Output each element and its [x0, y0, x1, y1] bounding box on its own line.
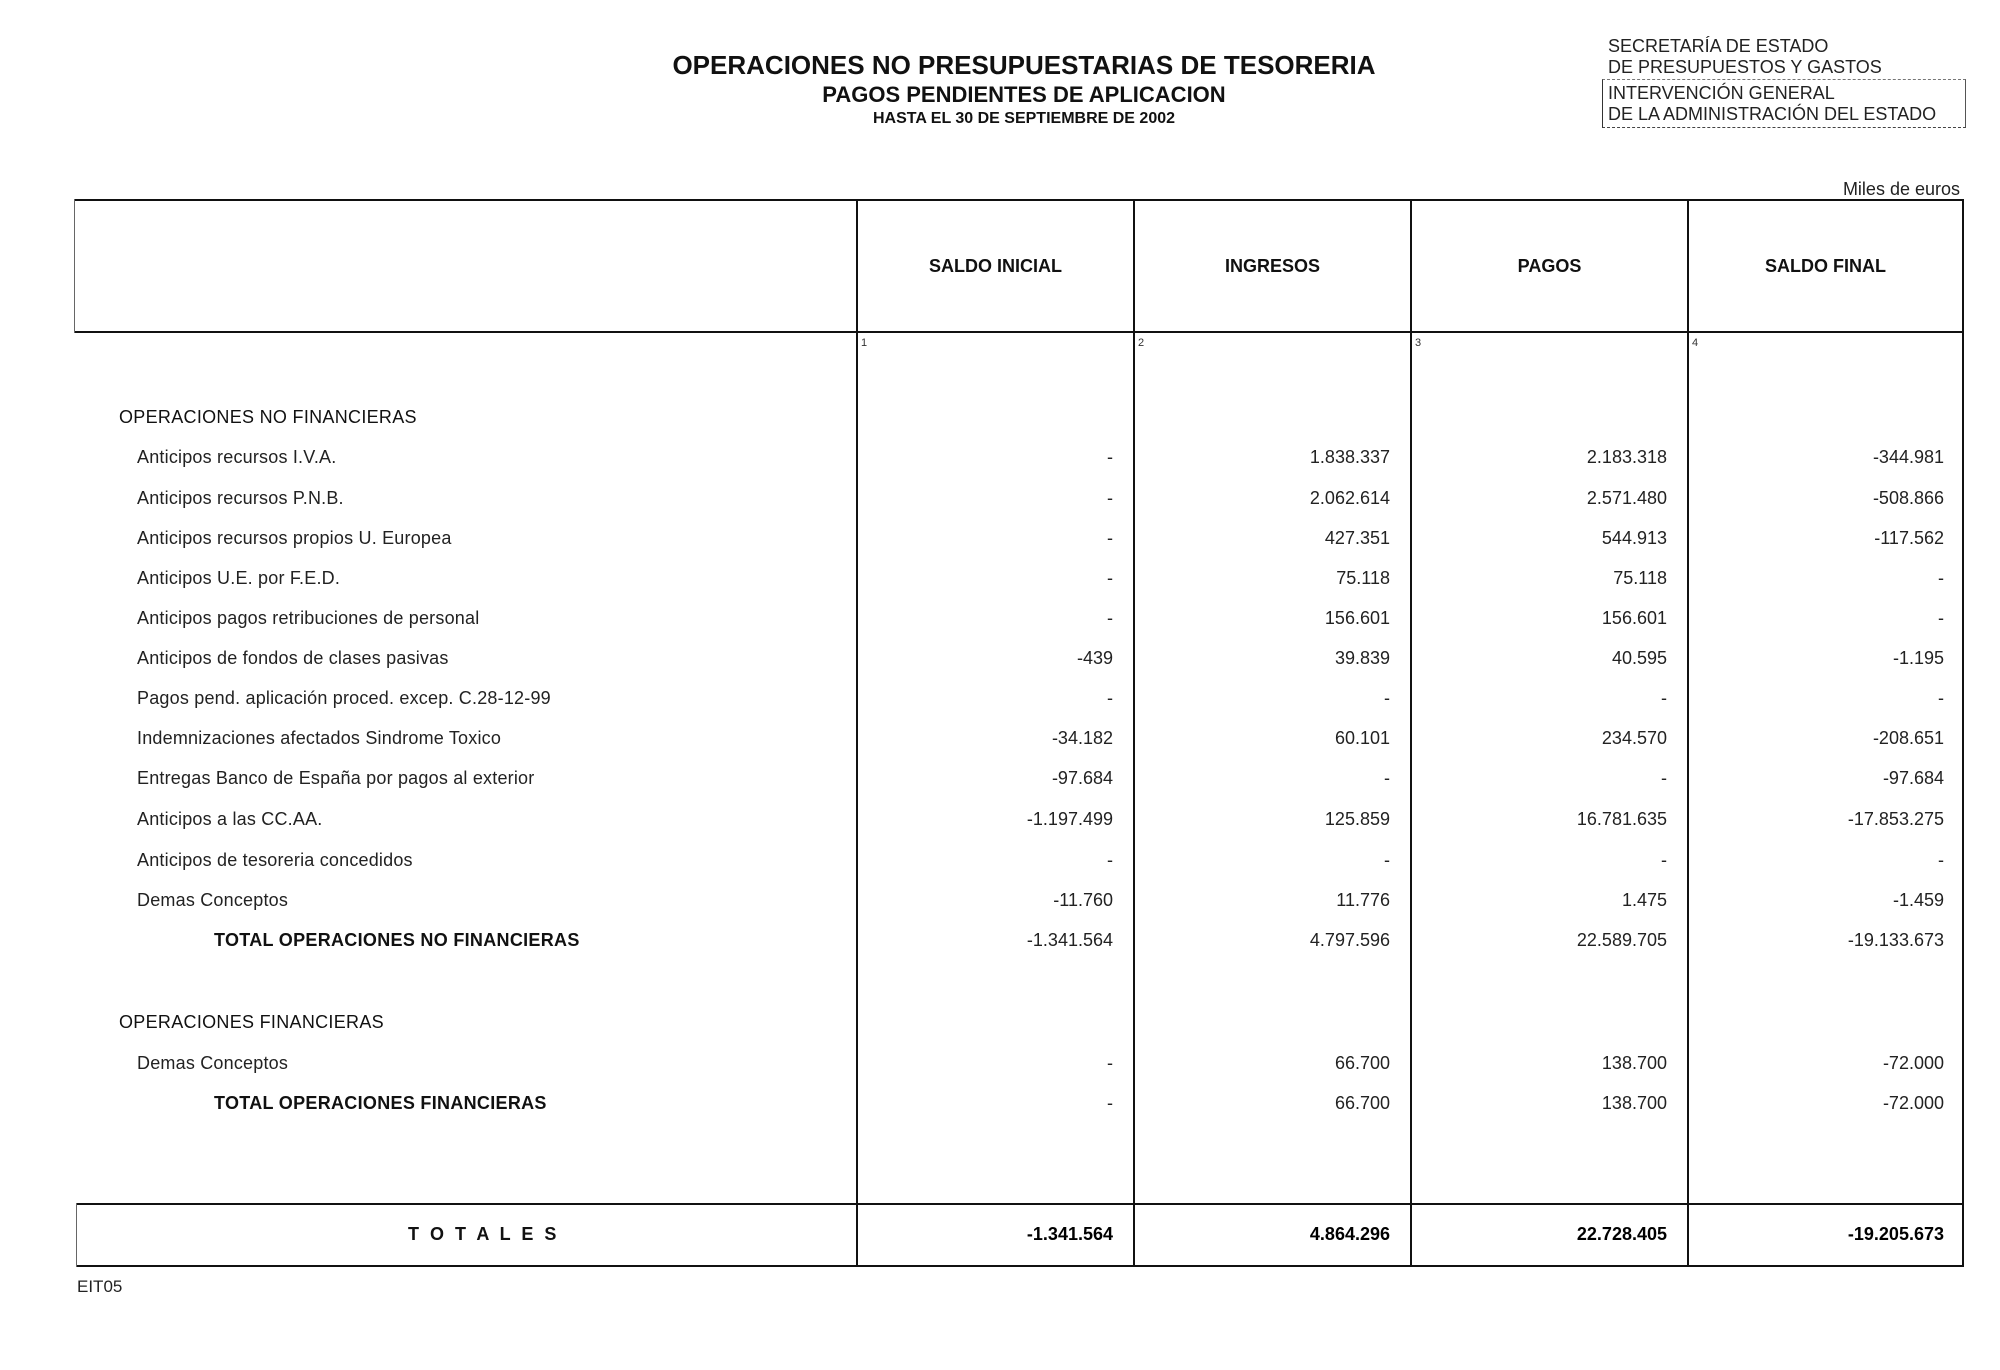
report-code: EIT05	[77, 1277, 123, 1296]
agency-line-1: SECRETARÍA DE ESTADO	[1608, 36, 1829, 56]
row-no-fin-12-value-4: -1.459	[1892, 890, 1944, 910]
col-number-4: 4	[1692, 337, 1699, 349]
row-no-fin-4-value-3: 75.118	[1613, 568, 1667, 588]
section-financieras-label: OPERACIONES FINANCIERAS	[119, 1012, 384, 1032]
row-fin-1-value-2: 66.700	[1334, 1053, 1390, 1073]
row-no-fin-10-value-2: 125.859	[1324, 809, 1390, 829]
row-no-fin-7-value-4: -	[1938, 688, 1944, 708]
report-date: HASTA EL 30 DE SEPTIEMBRE DE 2002	[872, 110, 1176, 127]
row-no-fin-3-value-1: -	[1107, 528, 1113, 548]
row-no-fin-1-value-4: -344.981	[1872, 447, 1944, 467]
totals-left-border	[76, 1203, 77, 1267]
section-no-financieras-label: OPERACIONES NO FINANCIERAS	[119, 407, 417, 427]
row-no-fin-4-value-1: -	[1107, 568, 1113, 588]
row-no-fin-8-value-2: 60.101	[1334, 728, 1390, 748]
row-no-fin-9-value-1: -97.684	[1051, 768, 1113, 788]
grand-total-value-2: 4.864.296	[1309, 1224, 1390, 1244]
row-no-fin-8-value-3: 234.570	[1601, 728, 1667, 748]
grand-total-label: T O T A L E S	[408, 1224, 560, 1244]
row-no-fin-12-value-2: 11.776	[1336, 890, 1390, 910]
row-no-fin-5-label: Anticipos pagos retribuciones de personal	[137, 608, 480, 628]
row-no-fin-5-value-4: -	[1938, 608, 1944, 628]
row-fin-1-value-3: 138.700	[1601, 1053, 1667, 1073]
row-no-fin-10-value-1: -1.197.499	[1026, 809, 1113, 829]
row-no-fin-4-label: Anticipos U.E. por F.E.D.	[137, 568, 341, 588]
row-no-fin-2-value-2: 2.062.614	[1309, 488, 1390, 508]
total-financieras-value-4: -72.000	[1882, 1093, 1944, 1113]
report-subtitle: PAGOS PENDIENTES DE APLICACION	[822, 82, 1226, 107]
row-no-fin-7-value-3: -	[1661, 688, 1667, 708]
total-no-financieras-value-3: 22.589.705	[1576, 930, 1667, 950]
total-financieras-value-1: -	[1107, 1093, 1113, 1113]
row-no-fin-3-value-4: -117.562	[1874, 528, 1944, 548]
grand-total-value-3: 22.728.405	[1576, 1224, 1667, 1244]
row-no-fin-9-value-3: -	[1661, 768, 1667, 788]
col-divider-4	[1687, 199, 1689, 1267]
row-no-fin-9-value-4: -97.684	[1882, 768, 1944, 788]
total-no-financieras-value-2: 4.797.596	[1309, 930, 1390, 950]
grand-total-value-1: -1.341.564	[1026, 1224, 1113, 1244]
units-label: Miles de euros	[1842, 179, 1960, 199]
col-header-pagos: PAGOS	[1517, 256, 1582, 276]
row-no-fin-6-value-1: -439	[1076, 648, 1113, 668]
totals-top-border	[76, 1203, 1964, 1205]
row-no-fin-1-label: Anticipos recursos I.V.A.	[137, 447, 337, 467]
row-no-fin-11-label: Anticipos de tesoreria concedidos	[137, 850, 413, 870]
row-no-fin-2-value-4: -508.866	[1872, 488, 1944, 508]
row-no-fin-11-value-2: -	[1384, 850, 1390, 870]
agency-line-4: DE LA ADMINISTRACIÓN DEL ESTADO	[1608, 104, 1937, 124]
row-no-fin-2-value-3: 2.571.480	[1586, 488, 1667, 508]
row-fin-1-value-4: -72.000	[1882, 1053, 1944, 1073]
table-right-border	[1962, 199, 1964, 1267]
row-no-fin-2-value-1: -	[1107, 488, 1113, 508]
row-no-fin-3-value-3: 544.913	[1601, 528, 1667, 548]
row-no-fin-8-value-1: -34.182	[1051, 728, 1113, 748]
total-no-financieras-label: TOTAL OPERACIONES NO FINANCIERAS	[214, 930, 580, 950]
row-fin-1-label: Demas Conceptos	[137, 1053, 289, 1073]
table-bottom-border	[76, 1265, 1964, 1267]
col-number-1: 1	[861, 337, 868, 349]
col-header-saldo-inicial: SALDO INICIAL	[929, 256, 1062, 276]
col-header-saldo-final: SALDO FINAL	[1765, 256, 1886, 276]
total-financieras-value-3: 138.700	[1601, 1093, 1667, 1113]
row-no-fin-6-value-2: 39.839	[1334, 648, 1390, 668]
row-no-fin-4-value-4: -	[1938, 568, 1944, 588]
row-no-fin-10-value-4: -17.853.275	[1847, 809, 1944, 829]
total-no-financieras-value-1: -1.341.564	[1026, 930, 1113, 950]
table-left-border	[74, 199, 75, 333]
row-no-fin-12-value-1: -11.760	[1053, 890, 1113, 910]
row-no-fin-1-value-3: 2.183.318	[1586, 447, 1667, 467]
row-no-fin-3-value-2: 427.351	[1324, 528, 1390, 548]
row-no-fin-4-value-2: 75.118	[1336, 568, 1390, 588]
row-no-fin-11-value-1: -	[1107, 850, 1113, 870]
row-no-fin-9-label: Entregas Banco de España por pagos al exterior	[137, 768, 535, 788]
row-no-fin-2-label: Anticipos recursos P.N.B.	[137, 488, 344, 508]
row-no-fin-9-value-2: -	[1384, 768, 1390, 788]
row-no-fin-5-value-2: 156.601	[1324, 608, 1390, 628]
row-no-fin-5-value-1: -	[1107, 608, 1113, 628]
row-no-fin-10-value-3: 16.781.635	[1576, 809, 1667, 829]
row-no-fin-12-value-3: 1.475	[1621, 890, 1667, 910]
col-divider-1	[856, 199, 858, 1267]
row-no-fin-11-value-3: -	[1661, 850, 1667, 870]
col-divider-3	[1410, 199, 1412, 1267]
total-financieras-label: TOTAL OPERACIONES FINANCIERAS	[214, 1093, 547, 1113]
total-no-financieras-value-4: -19.133.673	[1847, 930, 1944, 950]
report-title: OPERACIONES NO PRESUPUESTARIAS DE TESORERIA	[672, 50, 1376, 80]
header-bottom-border	[74, 331, 1964, 333]
row-no-fin-6-value-3: 40.595	[1611, 648, 1667, 668]
grand-total-value-4: -19.205.673	[1847, 1224, 1944, 1244]
row-no-fin-8-label: Indemnizaciones afectados Sindrome Toxico	[137, 728, 502, 748]
row-no-fin-5-value-3: 156.601	[1601, 608, 1667, 628]
table-top-border	[74, 199, 1964, 201]
col-number-2: 2	[1138, 337, 1145, 349]
row-no-fin-1-value-2: 1.838.337	[1309, 447, 1390, 467]
col-header-ingresos: INGRESOS	[1224, 256, 1321, 276]
row-no-fin-6-value-4: -1.195	[1892, 648, 1944, 668]
row-fin-1-value-1: -	[1107, 1053, 1113, 1073]
row-no-fin-6-label: Anticipos de fondos de clases pasivas	[137, 648, 449, 668]
row-no-fin-8-value-4: -208.651	[1872, 728, 1944, 748]
col-number-3: 3	[1415, 337, 1422, 349]
row-no-fin-12-label: Demas Conceptos	[137, 890, 289, 910]
row-no-fin-7-label: Pagos pend. aplicación proced. excep. C.28-12-99	[137, 688, 551, 708]
total-financieras-value-2: 66.700	[1334, 1093, 1390, 1113]
row-no-fin-1-value-1: -	[1107, 447, 1113, 467]
row-no-fin-7-value-2: -	[1384, 688, 1390, 708]
agency-line-2: DE PRESUPUESTOS Y GASTOS	[1608, 57, 1882, 77]
row-no-fin-3-label: Anticipos recursos propios U. Europea	[137, 528, 452, 548]
row-no-fin-7-value-1: -	[1107, 688, 1113, 708]
agency-line-3: INTERVENCIÓN GENERAL	[1608, 83, 1835, 103]
row-no-fin-10-label: Anticipos a las CC.AA.	[137, 809, 323, 829]
col-divider-2	[1133, 199, 1135, 1267]
row-no-fin-11-value-4: -	[1938, 850, 1944, 870]
